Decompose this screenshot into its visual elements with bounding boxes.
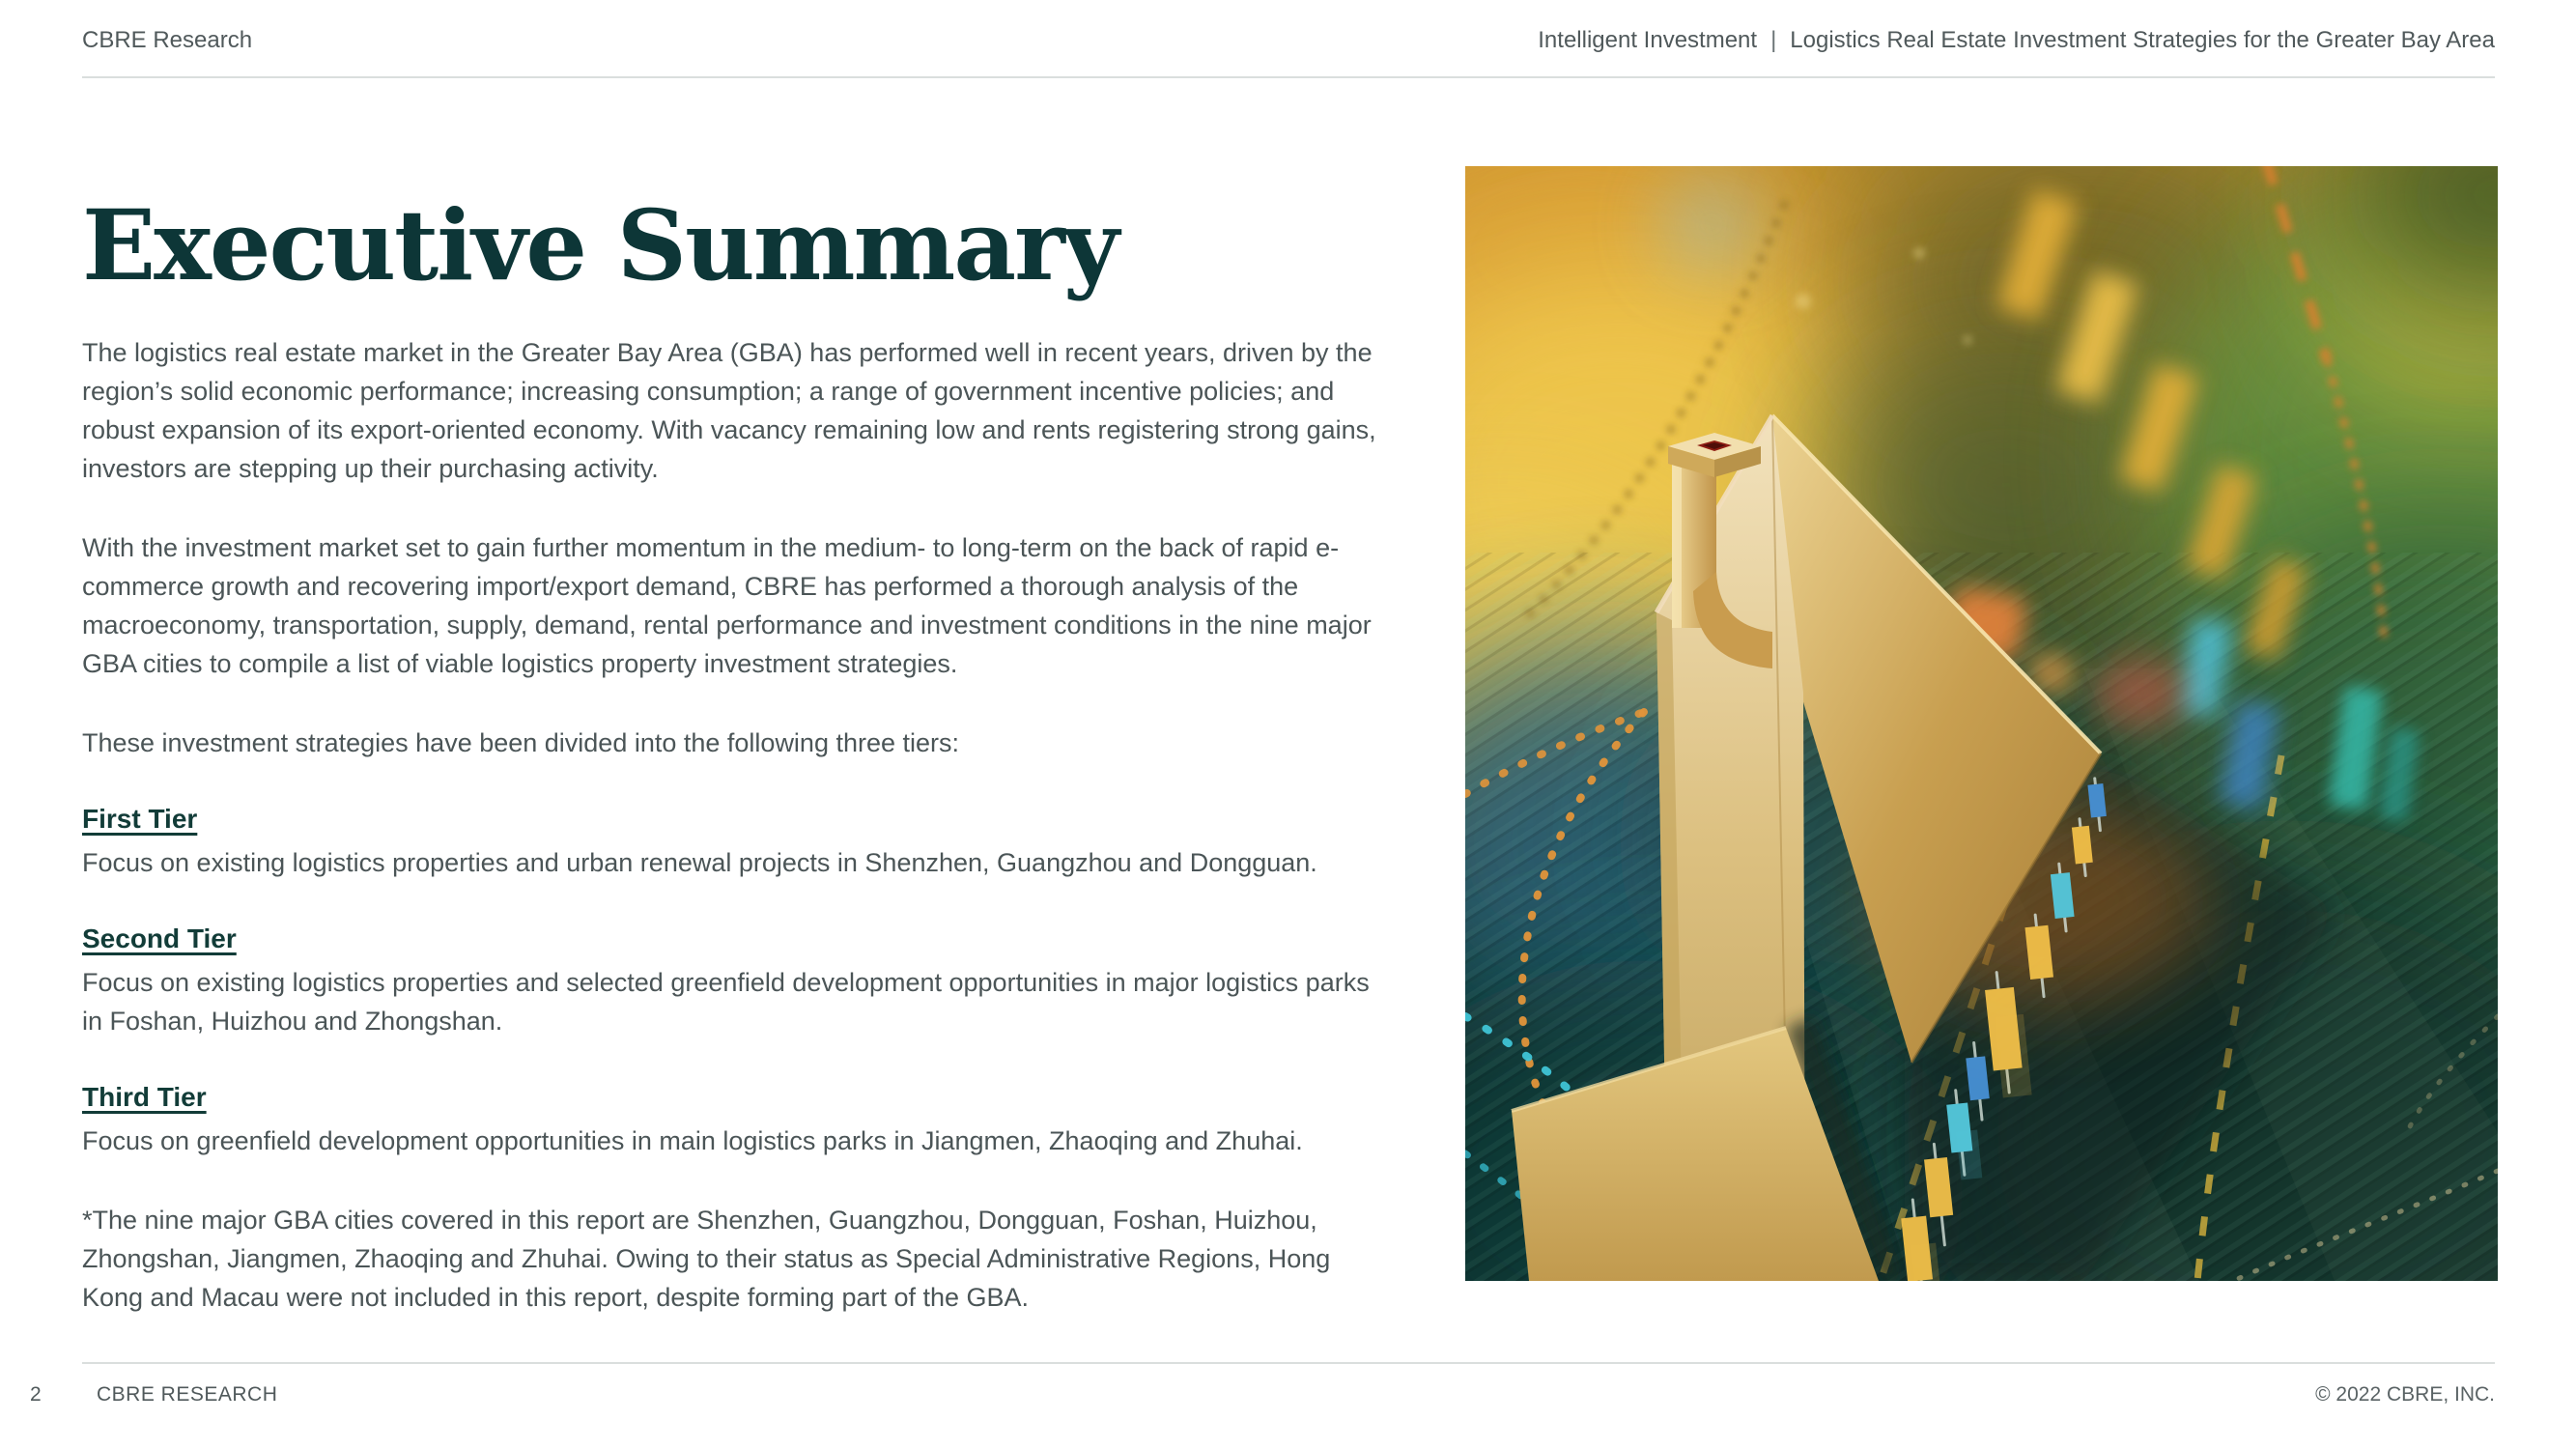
intro-paragraph-1: The logistics real estate market in the Greater Bay Area (GBA) has performed well in recent years, driven by the region’s solid economic performance; increasing consumption; a range of government incentive policies; and robust expansion of its export-oriented economy. With vacancy remaining low and rents registering strong gains, investors are stepping up their purchasing activity. — [82, 338, 1376, 483]
tier-third-label: Third Tier — [82, 1082, 207, 1112]
tier-first — [82, 803, 1396, 882]
page-number: 2 — [30, 1383, 42, 1406]
tier-first-label: First Tier — [82, 804, 198, 834]
tier-third — [82, 1081, 1396, 1160]
footer-divider — [82, 1362, 2495, 1364]
footer-brand: CBRE RESEARCH — [97, 1383, 278, 1406]
header-brand: CBRE Research — [82, 27, 253, 53]
header-report-title — [1538, 27, 2495, 54]
tiers-intro: These investment strategies have been divided into the following three tiers: — [82, 728, 960, 757]
header-divider — [82, 76, 2495, 78]
page-title: Executive Summary — [82, 188, 1118, 302]
tier-second-label: Second Tier — [82, 923, 237, 953]
header-separator: | — [1770, 27, 1777, 53]
footnote: *The nine major GBA cities covered in this report are Shenzhen, Guangzhou, Dongguan, Foshan, Huizhou, Zhongshan, Jiangmen, Zhaoqing and Zhuhai. Owing to their status as Special Administrative Regions, Hong Kong and Macau were not included in this report, despite forming part of the GBA. — [82, 1206, 1331, 1312]
tier-second-description: Focus on existing logistics properties and selected greenfield development opportunities in major logistics parks in Foshan, Huizhou and Zhongshan. — [82, 968, 1370, 1036]
footer-copyright: © 2022 CBRE, INC. — [2315, 1383, 2495, 1406]
hero-image — [1465, 166, 2498, 1281]
executive-summary-content — [82, 188, 1396, 1317]
tier-third-description: Focus on greenfield development opportunities in main logistics parks in Jiangmen, Zhaoqing and Zhuhai. — [82, 1126, 1303, 1155]
tier-second — [82, 923, 1396, 1040]
hero-image-art — [1465, 166, 2498, 1281]
header-series-name: Intelligent Investment — [1538, 27, 1758, 53]
intro-paragraph-2: With the investment market set to gain further momentum in the medium- to long-term on the back of rapid e-commerce growth and recovering import/export demand, CBRE has performed a thorough analysis of the macroeconomy, transportation, supply, demand, rental performance and investment conditions in the nine major GBA cities to compile a list of viable logistics property investment strategies. — [82, 533, 1372, 678]
header-report-name: Logistics Real Estate Investment Strategies for the Greater Bay Area — [1790, 27, 2495, 53]
page-header — [82, 27, 2495, 54]
tier-first-description: Focus on existing logistics properties and urban renewal projects in Shenzhen, Guangzhou and Dongguan. — [82, 848, 1317, 877]
